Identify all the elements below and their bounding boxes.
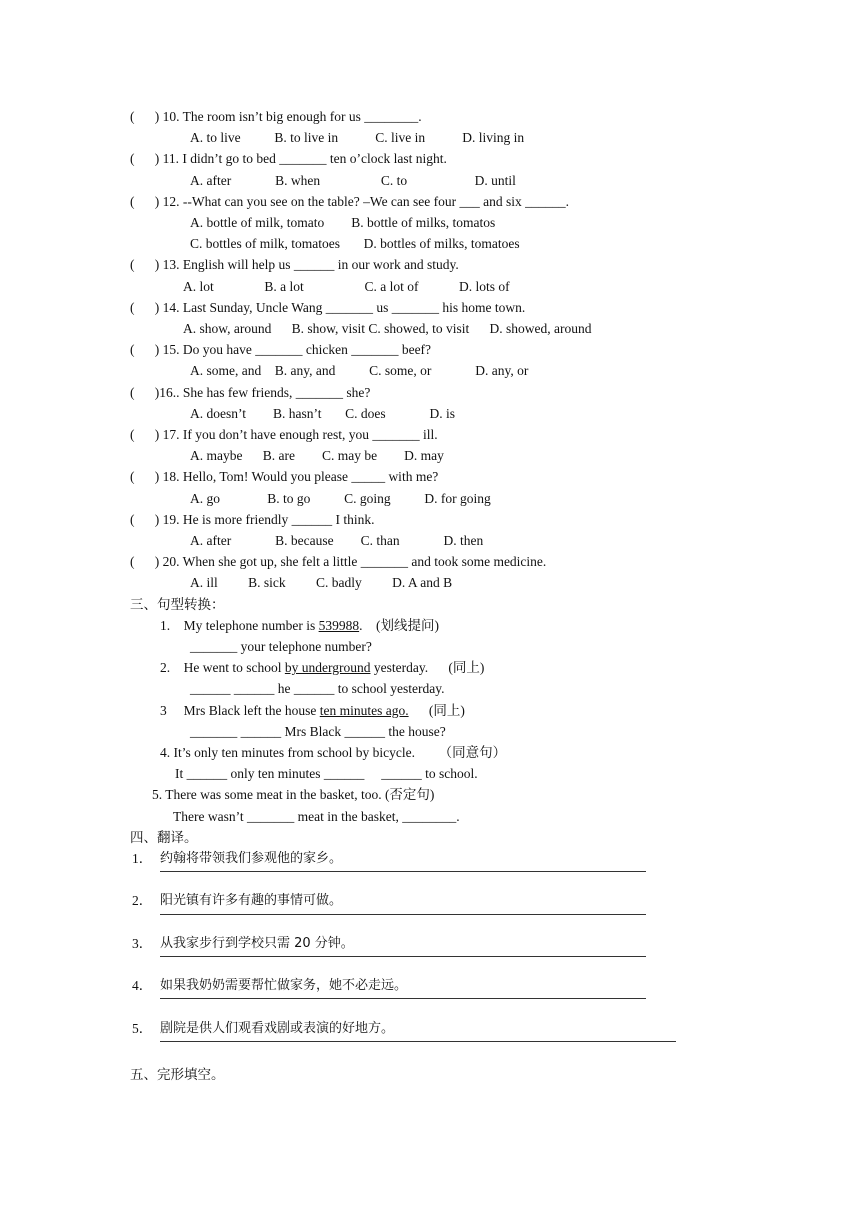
item-number: 4． <box>132 978 153 994</box>
question-stem: ( ) 14. Last Sunday, Uncle Wang _______ us _______ his home town. <box>130 299 526 315</box>
answer-line[interactable] <box>160 998 646 999</box>
chinese-prompt: 阳光镇有许多有趣的事情可做。 <box>160 893 343 909</box>
original-sentence <box>160 704 465 718</box>
fill-in-sentence: There wasn’t _______ meat in the basket, ________. <box>173 808 460 824</box>
question-stem: ( ) 18. Hello, Tom! Would you please _____ with me? <box>130 469 439 485</box>
sentence-part: 3 Mrs Black left the house <box>160 702 320 718</box>
answer-options: A. maybe B. are C. may be D. may <box>190 448 444 464</box>
fill-in-sentence: ______ ______ he ______ to school yesterday. <box>190 681 445 697</box>
sentence-part: yesterday. (同上) <box>370 660 485 676</box>
answer-line[interactable] <box>160 1041 676 1042</box>
chinese-prompt: 剧院是供人们观看戏剧或表演的好地方。 <box>160 1020 395 1036</box>
original-sentence <box>160 661 484 675</box>
item-number: 2． <box>132 893 153 909</box>
fill-in-sentence: It ______ only ten minutes ______ ______ to school. <box>175 766 478 782</box>
underlined-part: ten minutes ago. <box>319 702 409 718</box>
section-heading: 四、翻译。 <box>130 829 198 845</box>
answer-options: A. some, and B. any, and C. some, or D. any, or <box>190 363 529 379</box>
answer-options: A. to live B. to live in C. live in D. living in <box>190 130 525 146</box>
section-heading: 五、完形填空。 <box>130 1067 225 1082</box>
question-stem: ( ) 12. --What can you see on the table? –We can see four ___ and six ______. <box>130 193 570 209</box>
chinese-prompt: 如果我奶奶需要帮忙做家务，她不必走远。 <box>160 978 408 994</box>
question-stem: ( ) 15. Do you have _______ chicken _______ beef? <box>130 342 432 358</box>
original-sentence <box>160 746 506 760</box>
answer-line[interactable] <box>160 871 646 872</box>
sentence-part: 5. There was some meat in the basket, too. (否定句) <box>152 787 435 803</box>
underlined-part: by underground <box>284 660 371 676</box>
question-stem: ( ) 10. The room isn’t big enough for us ________. <box>130 109 422 124</box>
answer-options: A. lot B. a lot C. a lot of D. lots of <box>183 278 510 294</box>
sentence-part: (同上) <box>408 702 465 718</box>
answer-line[interactable] <box>160 914 646 915</box>
item-number: 5． <box>132 1020 153 1036</box>
chinese-prompt: 约翰将带领我们参观他的家乡。 <box>160 851 343 866</box>
original-sentence <box>160 619 439 633</box>
answer-options: A. bottle of milk, tomato B. bottle of milks, tomatos <box>190 215 496 230</box>
answer-options: A. go B. to go C. going D. for going <box>190 490 491 506</box>
sentence-part: 2. He went to school <box>160 660 285 676</box>
section-heading: 三、句型转换： <box>130 596 225 612</box>
item-number: 1． <box>132 851 153 866</box>
item-number: 3． <box>132 935 153 951</box>
answer-options: A. ill B. sick C. badly D. A and B <box>190 575 453 591</box>
sentence-part: 4. It’s only ten minutes from school by bicycle. （同意句） <box>160 745 507 760</box>
question-stem: ( ) 19. He is more friendly ______ I think. <box>130 511 375 527</box>
question-stem: ( ) 13. English will help us ______ in our work and study. <box>130 257 459 273</box>
underlined-part: 539988 <box>318 617 360 633</box>
answer-options: A. after B. when C. to D. until <box>190 172 516 188</box>
question-stem: ( ) 11. I didn’t go to bed _______ ten o’clock last night. <box>130 151 447 167</box>
answer-line[interactable] <box>160 956 646 957</box>
sentence-part: 1. My telephone number is <box>160 617 319 633</box>
answer-options: A. after B. because C. than D. then <box>190 533 484 548</box>
answer-options: A. doesn’t B. hasn’t C. does D. is <box>190 405 456 421</box>
original-sentence <box>152 788 434 802</box>
sentence-part: . (划线提问) <box>359 617 439 633</box>
question-stem: ( ) 20. When she got up, she felt a little _______ and took some medicine. <box>130 554 547 570</box>
fill-in-sentence: _______ ______ Mrs Black ______ the house? <box>190 723 446 739</box>
question-stem: ( )16.. She has few friends, _______ she? <box>130 384 371 400</box>
chinese-prompt: 从我家步行到学校只需 20 分钟。 <box>160 935 354 951</box>
question-stem: ( ) 17. If you don’t have enough rest, you _______ ill. <box>130 427 438 442</box>
fill-in-sentence: _______ your telephone number? <box>190 639 372 654</box>
answer-options: C. bottles of milk, tomatoes D. bottles of milks, tomatoes <box>190 236 520 252</box>
answer-options: A. show, around B. show, visit C. showed, to visit D. showed, around <box>183 321 592 336</box>
